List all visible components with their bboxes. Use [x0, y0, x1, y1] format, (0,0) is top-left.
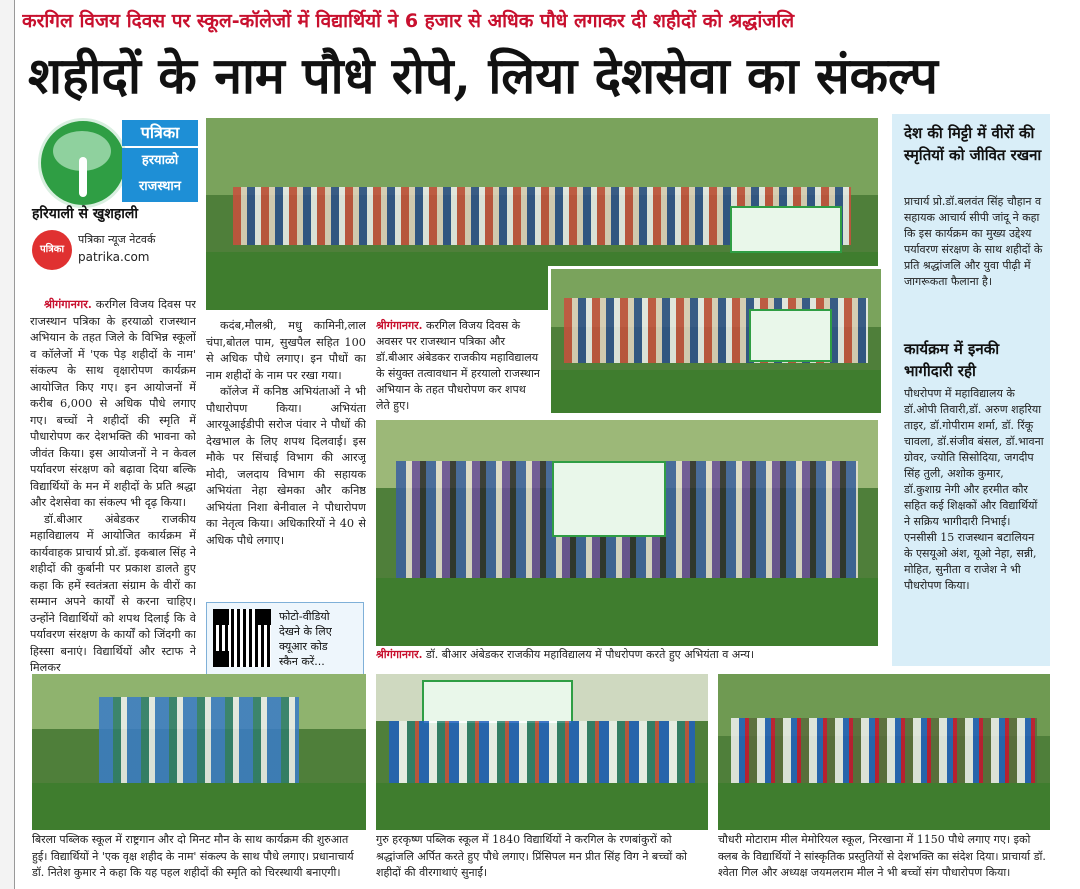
logo-patrika-tag: पत्रिका — [122, 120, 198, 146]
college-photo-caption — [376, 646, 878, 664]
campaign-logo — [30, 116, 200, 292]
qr-line: स्कैन करें... — [279, 655, 325, 668]
inset-photo-caption — [376, 318, 542, 414]
main-headline: शहीदों के नाम पौधे रोपे, लिया देशसेवा का संकल्प — [28, 46, 938, 105]
qr-instructions — [279, 609, 359, 669]
kicker-headline: करगिल विजय दिवस पर स्कूल-कॉलेजों में विद्यार्थियों ने 6 हजार से अधिक पौधे लगाकर दी शहीदों को श्रद्धांजलि — [22, 10, 795, 32]
article-column-2 — [206, 318, 366, 594]
dateline: श्रीगंगानगर. — [44, 297, 92, 311]
sidebar-box — [892, 114, 1050, 666]
article-paragraph: डॉ.बीआर अंबेडकर राजकीय महाविद्यालय में आयोजित कार्यक्रम में कार्यवाहक प्राचार्य प्रो.डॉ. इकबाल सिंह ने शहीदों की कुर्बानी पर प्रकाश डालते हुए कहा कि हमें स्वतंत्रता संग्राम के वीरों का सम्मान अपने कार्यों से करना चाहिए। उन्होंने विद्यार्थियों को शपथ दिलाई कि वे पर्यावरण संरक्षण के कार्यों को जिंदगी का हिस्सा बनाएं। विद्यार्थियों और स्टाफ ने मिलकर — [30, 512, 196, 674]
article-paragraph: कदंब,मौलश्री, मधु कामिनी,लाल चंपा,बोतल पाम, सुखपैल सहित 100 से अधिक पौधे लगाए। इन पौधों का नाम शहीदों के नाम पर रखा गया। — [206, 319, 366, 382]
article-paragraph — [30, 296, 196, 512]
paragraph-text: करगिल विजय दिवस पर राजस्थान पत्रिका के हरयाळो राजस्थान अभियान के तहत जिले के विभिन्न स्कूलों व कॉलेजों में 'एक पेड़ शहीदों के नाम' संकल्प के साथ वृक्षारोपण कार्यक्रम आयोजित किए गए। इन आयोजनों में करीब 6,000 से अधिक पौधे लगाए गए। बच्चों ने शहीदों की स्मृति में पौधारोपण कर देशभक्ति की भावना को जीवंत किया। इस आयोजनों ने न केवल पर्यावरण संरक्षण को बढ़ावा दिया बल्कि विद्यार्थियों के मन में शहीदों के प्रति श्रद्धा और देशसेवा का संकल्प भी दृढ़ किया। — [30, 298, 196, 509]
sidebar-text: पौधरोपण में महाविद्यालय के डॉ.ओपी तिवारी,डॉ. अरुण शहरिया ताइर, डॉ.गोपीराम शर्मा, डॉ. रिंकू चावला, डॉ.संजीव बंसल, डॉ.भावना ग्रोवर, ज्योति सिसोदिया, जगदीप सिंह तुली, अशोक कुमार, डॉ.कुशाग्र नेगी और हरमीत कौर सहित कई शिक्षकों और विद्यार्थियों ने सक्रिय भागीदारी निभाई। एनसीसी 15 राजस्थान बटालियन के एसयूओ अंश, यूओ नेहा, सन्नी, मोहित, सुनीता व राजेश ने भी पौधरोपण किया। — [904, 387, 1044, 592]
sidebar-heading: देश की मिट्टी में वीरों की स्मृतियों को जीवित रखना — [904, 124, 1042, 164]
college-planting-photo — [376, 420, 878, 646]
caption-text: डॉ. बीआर अंबेडकर राजकीय महाविद्यालय में पौधरोपण करते हुए अभियंता व अन्य। — [426, 648, 755, 661]
motaram-meel-caption: चौधरी मोटाराम मील मेमोरियल स्कूल, निरखाना में 1150 पौधे लगाए गए। इको क्लब के विद्यार्थियों ने सांस्कृतिक प्रस्तुतियों से देशभक्ति का संदेश दिया। प्राचार्या डॉ. श्वेता गिल और अध्यक्ष जयमलराम मील ने भी बच्चों संग पौधारोपण किया। — [718, 833, 1046, 879]
caption-text: करगिल विजय दिवस के अवसर पर राजस्थान पत्रिका और डॉ.बीआर अंबेडकर राजकीय महाविद्यालय के संयुक्त तत्वावधान में हरयालो राजस्थान अभियान के तहत पौधरोपण कर शपथ लेते हुए। — [376, 319, 540, 412]
logo-tag-line2: राजस्थान — [138, 179, 182, 194]
website-link[interactable]: patrika.com — [78, 250, 150, 264]
qr-line: फोटो-वीडियो — [279, 610, 330, 623]
dateline: श्रीगंगानगर. — [376, 319, 423, 332]
qr-line: क्यूआर कोड — [279, 640, 328, 653]
patrika-brand-icon: पत्रिका — [32, 230, 72, 270]
logo-slogan: हरियाली से खुशहाली — [32, 206, 139, 222]
sidebar-heading: कार्यक्रम में इनकी भागीदारी रही — [904, 340, 1000, 380]
birla-school-photo — [32, 674, 366, 830]
guru-harkrishan-caption: गुरु हरकृष्ण पब्लिक स्कूल में 1840 विद्यार्थियों ने करगिल के रणबांकुरों को श्रद्धांजलि अर्पित करते हुए पौधे लगाए। प्रिंसिपल मन प्रीत सिंह विग ने बच्चों को शहीदों की वीरगाथाएं सुनाईं। — [376, 833, 687, 879]
news-network-label: पत्रिका न्यूज नेटवर्क — [78, 233, 156, 246]
birla-school-caption: बिरला पब्लिक स्कूल में राष्ट्रगान और दो मिनट मौन के साथ कार्यक्रम की शुरुआत हुई। विद्यार्थियों ने 'एक वृक्ष शहीद के नाम' संकल्प के साथ पौधे लगाए। प्रधानाचार्य डॉ. नितेश कुमार ने कहा कि यह पहल शहीदों की स्मृति को चिरस्थायी बनाएगी। — [32, 833, 354, 879]
qr-line: देखने के लिए — [279, 625, 332, 638]
dateline: श्रीगंगानगर. — [376, 648, 423, 661]
logo-tag-line1: हरयाळो — [141, 153, 179, 168]
logo-hariyalo-tag — [122, 148, 198, 202]
tree-logo-icon — [38, 118, 128, 208]
qr-code-icon[interactable] — [213, 609, 271, 667]
inset-planting-photo — [548, 266, 884, 416]
motaram-meel-school-photo — [718, 674, 1050, 830]
qr-code-box[interactable] — [206, 602, 364, 676]
guru-harkrishan-school-photo — [376, 674, 708, 830]
article-paragraph: कॉलेज में कनिष्ठ अभियंताओं ने भी पौधारोपण किया। अभियंता आरयूआईडीपी सरोज पंवार ने पौधों की देखभाल के लिए शपथ दिलवाई। इस मौके पर सिंचाई विभाग की आरजू मोदी, जलदाय विभाग की सहायक अभियंता नेहा खेमका और कनिष्ठ अभियंता निशा बेनीवाल ने पौधारोपण का नेतृत्व किया। अधिकारियों ने 40 से अधिक पौधे लगाए। — [206, 385, 366, 547]
adjacent-page-edge — [0, 0, 15, 889]
sidebar-text: प्राचार्य प्रो.डॉ.बलवंत सिंह चौहान व सहायक आचार्य सीपी जांदू ने कहा कि इस कार्यक्रम का मुख्य उद्देश्य पर्यावरण संरक्षण के साथ शहीदों के प्रति श्रद्धांजलि और युवा पीढ़ी में जागरूकता फैलाना है। — [904, 195, 1043, 288]
article-column-1 — [30, 296, 196, 674]
